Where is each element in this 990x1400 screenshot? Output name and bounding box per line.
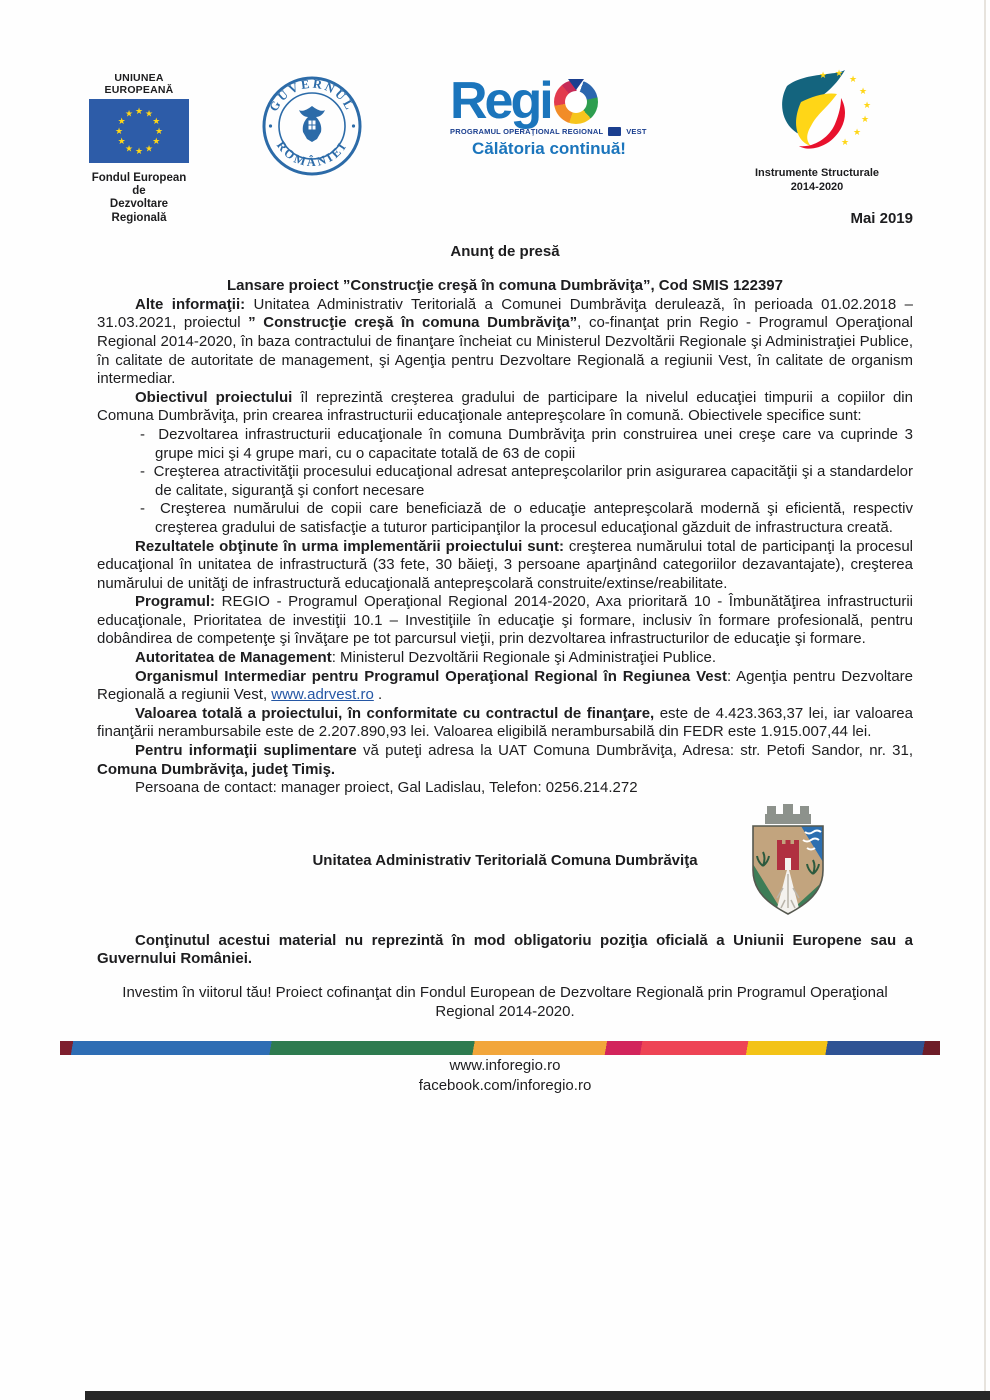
svg-text:★: ★ [124, 144, 134, 155]
contact-person-line: Persoana de contact: manager proiect, Gal Ladislau, Telefon: 0256.214.272 [135, 779, 638, 797]
gov-seal-arc-top: GUVERNUL [266, 76, 358, 114]
disclaimer-text: Conţinutul acestui material nu reprezintă în mod obligatoriu poziţia oficială a Uniunii Europene sau a Guvernului României. [97, 931, 913, 968]
paragraph-informatii-suplimentare: Pentru informaţii suplimentare vă puteţi adresa la UAT Comuna Dumbrăviţa, Adresa: str. Petofi Sandor, nr. 31, Comuna Dumbrăviţa, judeţ Timiş. [97, 742, 913, 778]
svg-text:★: ★ [819, 71, 828, 81]
regio-flag-chip-icon [608, 127, 621, 136]
svg-text:★: ★ [841, 138, 850, 148]
signature-text: Unitatea Administrativ Teritorială Comuna Dumbrăviţa [312, 851, 698, 869]
objective-item: - Dezvoltarea infrastructurii educaţionale în comuna Dumbrăviţa prin construirea unei creşe care va cuprinde 3 grupe mici şi 4 grupe mari, cu o capacitate totală de 63 de copii [140, 426, 913, 463]
svg-text:★: ★ [124, 109, 134, 120]
scan-edge-line [984, 0, 986, 1400]
investim-text: Investim în viitorul tău! Proiect cofinanţat din Fondul European de Dezvoltare Regională prin Programul Operaţional Regional 2014-2020. [122, 984, 888, 1020]
eu-logo [84, 72, 194, 225]
inforegio-facebook-link[interactable]: facebook.com/inforegio.ro [418, 1076, 592, 1094]
svg-text:★: ★ [152, 117, 161, 127]
eu-logo-caption: Fondul European de Dezvoltare Regională [91, 172, 187, 224]
svg-text:★: ★ [861, 115, 870, 125]
project-subtitle: Lansare proiect ”Construcţie creşă în comuna Dumbrăviţa”, Cod SMIS 122397 [226, 277, 783, 295]
svg-text:★: ★ [117, 137, 126, 147]
paragraph-valoarea: Valoarea totală a proiectului, în conformitate cu contractul de finanţare, este de 4.423.363,37 lei, iar valoarea finanţării nerambursabile este de 2.207.890,93 lei. Valoarea eligibilă nerambursabilă din FEDR este 1.915.007,44 lei. [97, 704, 913, 741]
instrumente-swoosh-icon [757, 68, 877, 160]
regio-subline-left: PROGRAMUL OPERAŢIONAL REGIONAL [450, 126, 604, 136]
inforegio-link[interactable]: www.inforegio.ro [449, 1057, 561, 1075]
paragraph-rezultatele: Rezultatele obţinute în urma implementării proiectului sunt: creşterea numărului total de participanţi la procesul educaţional în unitatea de infrastructură (33 fete, 30 băieţi, 3 persoane aparţinând categoriilor dezavantajate), creşterea numărului de unităţi de infrastructură educaţională antepreşcolară construite/extinse/reabilitate. [97, 537, 913, 592]
svg-text:★: ★ [863, 101, 872, 111]
regio-subline-right: VEST [626, 126, 647, 136]
svg-text:★: ★ [859, 87, 868, 97]
svg-text:★: ★ [144, 109, 154, 120]
objectives-list [140, 426, 913, 538]
regio-o-icon [554, 80, 598, 124]
date: Mai 2019 [850, 210, 913, 227]
instrumente-caption: Instrumente Structurale 2014-2020 [754, 167, 880, 193]
svg-text:★: ★ [114, 127, 124, 137]
bottom-scan-bar [85, 1391, 990, 1400]
svg-text:★: ★ [144, 144, 154, 155]
svg-text:★: ★ [152, 137, 161, 147]
guvernul-romaniei-seal [262, 76, 362, 181]
signature-block [97, 804, 913, 922]
svg-text:★: ★ [154, 127, 164, 137]
svg-text:★: ★ [835, 69, 844, 79]
mural-crown [765, 804, 811, 824]
tower [777, 840, 799, 870]
regio-wordmark: Regi [450, 72, 551, 130]
paragraph-programul: Programul: REGIO - Programul Operaţional Regional 2014-2020, Axa prioritară 10 - Îmbunătăţirea infrastructurii educaţionale, Prioritatea de investiţii 10.1 – Investiţiile în educaţie şi formare, inclusiv în formare profesională, pentru dobândirea de competenţe şi învăţare pe tot parcursul vieţii, prin dezvoltarea infrastructurilor de educaţie şi formare. [97, 593, 913, 648]
paragraph-organismul: Organismul Intermediar pentru Programul Operaţional Regional în Regiunea Vest: Agenţia pentru Dezvoltare Regională a regiunii Vest, www.adrvest.ro . [97, 667, 914, 704]
svg-text:★: ★ [853, 128, 862, 138]
svg-text:★: ★ [134, 147, 144, 157]
eu-logo-title: UNIUNEA EUROPEANĂ [104, 72, 174, 96]
dumbravita-coat-of-arms [745, 804, 831, 916]
svg-text:★: ★ [849, 75, 858, 85]
document-body [97, 210, 913, 1096]
paragraph-obiectivul: Obiectivul proiectului îl reprezintă creşterea gradului de participare la nivelul educaţiei timpurii a copiilor din Comuna Dumbrăviţa, prin crearea infrastructurii educaţionale antepreşcolare în comună. Obiectivele specifice sunt: [97, 388, 913, 425]
page-title: Anunţ de presă [450, 242, 560, 260]
objective-item: - Creşterea numărului de copii care beneficiază de o educaţie antepreşcolară modernă şi eficientă, respectiv creşterea gradului de satisfacţie a tuturor participanţilor la procesul educaţional găzduit de infrastructura creată. [140, 500, 913, 537]
adrvest-link[interactable]: www.adrvest.ro [271, 686, 374, 704]
gov-seal-icon [262, 76, 362, 176]
gov-seal-arc-bottom: ROMÂNIEI [273, 138, 351, 170]
footer-color-bar [60, 1041, 940, 1055]
eu-flag-icon [87, 99, 191, 163]
regio-tagline: Călătoria continuă! [472, 138, 626, 158]
svg-text:★: ★ [117, 117, 126, 127]
paragraph-autoritatea: Autoritatea de Management: Ministerul Dezvoltării Regionale şi Administraţiei Publice. [135, 649, 717, 667]
instrumente-structurale-logo [742, 68, 892, 195]
svg-text:★: ★ [134, 107, 144, 117]
footer-links [97, 1056, 913, 1096]
regio-logo [450, 72, 670, 159]
objective-item: - Creşterea atractivităţii procesului educaţional adresat antepreşcolarilor prin asigurarea capacităţii şi a standardelor de calitate, siguranţă şi confort necesare [140, 463, 913, 500]
paragraph-alte-informatii: Alte informaţii: Unitatea Administrativ Teritorială a Comunei Dumbrăviţa derulează, în perioada 01.02.2018 – 31.03.2021, proiectul ” Construcţie creşă în comuna Dumbrăviţa”, co-finanţat prin Regio - Programul Operaţional Regional 2014-2020, în baza contractului de finanţare încheiat cu Ministerul Dezvoltării Regionale şi Administraţiei Publice, în calitate de autoritate de management, şi Agenţia pentru Dezvoltare Regională a regiunii Vest, în calitate de organism intermediar. [97, 295, 913, 388]
